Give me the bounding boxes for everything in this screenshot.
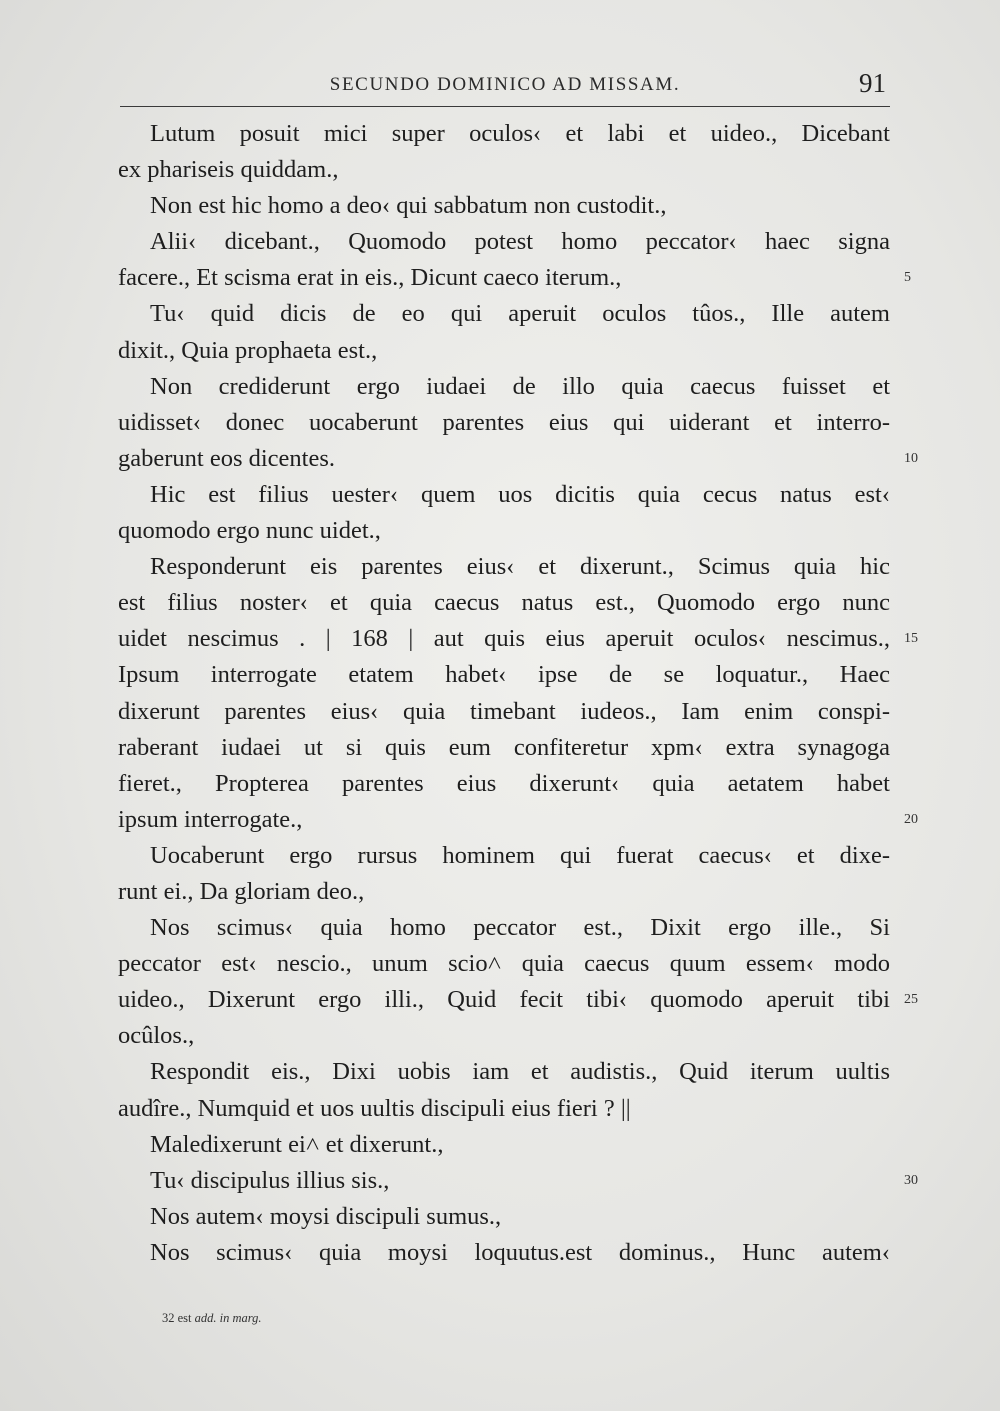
- text-line: [118, 1235, 890, 1271]
- line-text: Maledixerunt ei˄ et dixerunt.,: [150, 1130, 444, 1158]
- page-number: 91: [859, 68, 886, 98]
- line-text: facere., Et scisma erat in eis., Dicunt caeco iterum.,: [118, 264, 622, 292]
- line-text: Non est hic homo a deo‹ qui sabbatum non custodit.,: [150, 192, 667, 220]
- text-line: [118, 621, 918, 657]
- text-line: [118, 657, 890, 693]
- line-text: ocûlos.,: [118, 1022, 195, 1050]
- line-text: Nos scimus‹ quia moysi loquutus.est dominus., Hunc autem‹: [150, 1238, 890, 1266]
- line-text: uidet nescimus . | 168 | aut quis eius aperuit oculos‹ nescimus.,: [118, 625, 890, 653]
- line-number: 25: [904, 992, 918, 1008]
- line-text: quomodo ergo nunc uidet.,: [118, 517, 381, 545]
- line-text: raberant iudaei ut si quis eum confiteretur xpm‹ extra synagoga: [118, 733, 890, 761]
- line-number: 10: [904, 450, 918, 466]
- line-text: runt ei., Da gloriam deo.,: [118, 877, 365, 905]
- text-line: [118, 1054, 890, 1090]
- text-line: [118, 549, 890, 585]
- line-text: dixit., Quia prophaeta est.,: [118, 336, 378, 364]
- text-line: [118, 333, 890, 369]
- line-text: gaberunt eos dicentes.: [118, 444, 336, 472]
- text-line: [118, 982, 918, 1018]
- text-line: [118, 730, 890, 766]
- text-line: [118, 838, 890, 874]
- text-line: [118, 152, 890, 188]
- running-title: SECUNDO DOMINICO AD MISSAM.: [329, 74, 681, 95]
- line-text: Ipsum interrogate etatem habet‹ ipse de se loquatur., Haec: [118, 661, 890, 689]
- line-text: uidisset‹ donec uocaberunt parentes eius qui uiderant et interro-: [118, 408, 890, 436]
- line-text: Alii‹ dicebant., Quomodo potest homo peccator‹ haec signa: [150, 228, 890, 256]
- line-text: Nos autem‹ moysi discipuli sumus.,: [150, 1202, 502, 1230]
- line-number: 20: [904, 811, 918, 827]
- text-line: [118, 296, 890, 332]
- text-line: [118, 116, 890, 152]
- text-line: [118, 513, 890, 549]
- line-text: Uocaberunt ergo rursus hominem qui fuerat caecus‹ et dixe-: [150, 841, 890, 869]
- text-line: [118, 802, 918, 838]
- text-block: [118, 116, 918, 1271]
- text-line: [118, 369, 890, 405]
- line-text: Lutum posuit mici super oculos‹ et labi et uideo., Dicebant: [150, 120, 890, 147]
- line-text: fieret., Propterea parentes eius dixerunt‹ quia aetatem habet: [118, 769, 890, 797]
- text-line: [118, 1127, 890, 1163]
- text-line: [118, 1018, 890, 1054]
- text-line: [118, 441, 918, 477]
- text-line: [118, 1163, 918, 1199]
- line-text: ipsum interrogate.,: [118, 805, 303, 833]
- line-text: dixerunt parentes eius‹ quia timebant iudeos., Iam enim conspi-: [118, 697, 890, 725]
- text-line: [118, 1199, 890, 1235]
- line-text: Nos scimus‹ quia homo peccator est., Dixit ergo ille., Si: [150, 914, 890, 942]
- header-rule: [120, 106, 890, 107]
- line-text: Responderunt eis parentes eius‹ et dixerunt., Scimus quia hic: [150, 553, 890, 581]
- line-text: Respondit eis., Dixi uobis iam et audistis., Quid iterum uultis: [150, 1058, 890, 1086]
- text-line: [118, 694, 890, 730]
- text-line: [118, 260, 911, 296]
- line-text: peccator est‹ nescio., unum scio˄ quia caecus quum essem‹ modo: [118, 950, 890, 978]
- footnote-note: add. in marg.: [194, 1311, 262, 1325]
- line-text: audîre., Numquid et uos uultis discipuli eius fieri ? ||: [118, 1094, 631, 1122]
- line-text: Hic est filius uester‹ quem uos dicitis quia cecus natus est‹: [150, 480, 890, 508]
- line-number: 15: [904, 631, 918, 647]
- line-text: ex phariseis quiddam.,: [118, 156, 339, 184]
- text-line: [118, 188, 890, 224]
- text-line: [118, 874, 890, 910]
- text-line: [118, 477, 890, 513]
- text-line: [118, 946, 890, 982]
- text-line: [118, 405, 890, 441]
- line-text: Tu‹ quid dicis de eo qui aperuit oculos tûos., Ille autem: [150, 300, 890, 328]
- line-text: est filius noster‹ et quia caecus natus est., Quomodo ergo nunc: [118, 589, 890, 617]
- footnote: [162, 1311, 262, 1326]
- line-text: Non crediderunt ergo iudaei de illo quia caecus fuisset et: [150, 372, 890, 400]
- line-text: uideo., Dixerunt ergo illi., Quid fecit tibi‹ quomodo aperuit tibi: [118, 986, 890, 1014]
- line-number: 5: [904, 270, 911, 286]
- text-line: [118, 224, 890, 260]
- text-line: [118, 585, 890, 621]
- text-line: [118, 766, 890, 802]
- footnote-ref: 32 est: [162, 1311, 192, 1325]
- line-text: Tu‹ discipulus illius sis.,: [150, 1166, 390, 1194]
- text-line: [118, 910, 890, 946]
- text-line: [118, 1091, 890, 1127]
- running-head: [120, 66, 890, 102]
- line-number: 30: [904, 1172, 918, 1188]
